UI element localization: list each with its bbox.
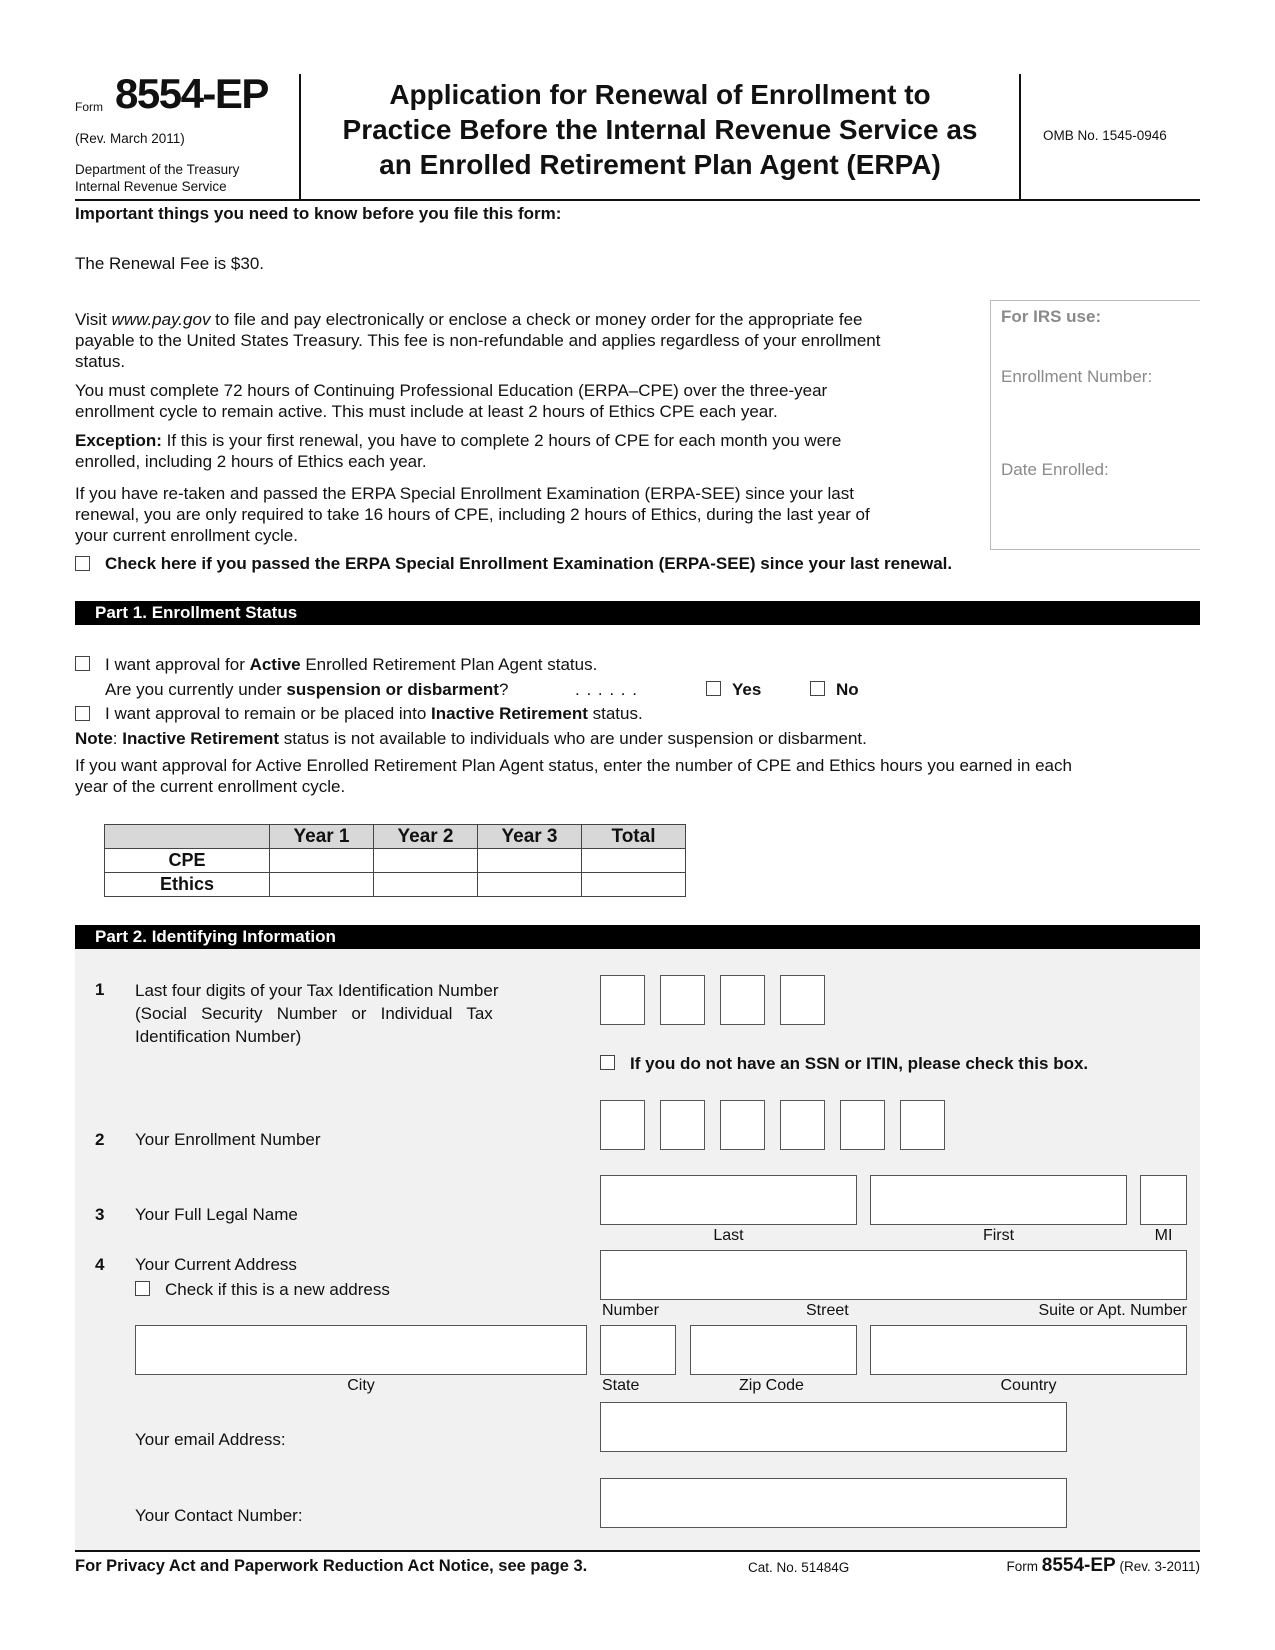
- irs-enrollment-number-label: Enrollment Number:: [1001, 367, 1153, 386]
- retaken-paragraph: [75, 483, 975, 546]
- item1-number: 1: [95, 980, 105, 999]
- active-post: Enrolled Retirement Plan Agent status.: [300, 655, 598, 674]
- inactive-bold: Inactive Retirement: [431, 704, 588, 723]
- catalog-number: Cat. No. 51484G: [748, 1560, 850, 1575]
- cpe-instr-line1: If you want approval for Active Enrolled Retirement Plan Agent status, enter the number of CPE and Ethics hours you earned in each: [75, 756, 1072, 775]
- middle-initial-label: MI: [1154, 1227, 1173, 1244]
- cpe-line1: You must complete 72 hours of Continuing Professional Education (ERPA–CPE) over the three-year: [75, 381, 828, 400]
- state-label: State: [602, 1377, 640, 1394]
- inactive-note: [75, 728, 867, 749]
- zip-code-input[interactable]: [690, 1325, 857, 1375]
- footer-rule: [75, 1550, 1200, 1552]
- form-title: [300, 77, 1020, 182]
- suspension-yes-checkbox[interactable]: [706, 681, 721, 696]
- form-word: Form: [75, 100, 103, 114]
- table-row-ethics: [105, 873, 686, 897]
- item1-line1: Last four digits of your Tax Identification Number: [135, 981, 499, 1000]
- renewal-fee: The Renewal Fee is $30.: [75, 254, 264, 273]
- cpe-year2-cell[interactable]: [374, 849, 478, 873]
- cpe-total-cell[interactable]: [582, 849, 686, 873]
- retaken-line1: If you have re-taken and passed the ERPA Special Enrollment Examination (ERPA-SEE) since your last: [75, 484, 854, 503]
- street-address-input[interactable]: [600, 1250, 1187, 1300]
- item4-number: 4: [95, 1255, 105, 1274]
- suspension-no-checkbox[interactable]: [810, 681, 825, 696]
- susp-pre: Are you currently under: [105, 680, 287, 699]
- exception-paragraph: [75, 430, 975, 472]
- item2-label: Your Enrollment Number: [135, 1130, 321, 1149]
- no-ssn-label: If you do not have an SSN or ITIN, please check this box.: [630, 1054, 1089, 1073]
- footer-rev: (Rev. 3-2011): [1115, 1559, 1200, 1574]
- last-name-label: Last: [713, 1227, 744, 1244]
- department-line2: Internal Revenue Service: [75, 179, 227, 194]
- ethics-year3-cell[interactable]: [478, 873, 582, 897]
- header-rule: [75, 199, 1200, 201]
- note-label: Note: [75, 729, 113, 748]
- visit-line1: to file and pay electronically or enclose a check or money order for the appropriate fee: [210, 310, 863, 329]
- row-label-ethics: Ethics: [105, 873, 270, 897]
- country-label: Country: [1000, 1377, 1057, 1394]
- inactive-status-label: [105, 703, 643, 724]
- part1-title: Part 1. Enrollment Status: [75, 601, 1200, 625]
- inactive-status-checkbox[interactable]: [75, 706, 90, 721]
- table-corner-cell: [105, 825, 270, 849]
- table-header-row: [105, 825, 686, 849]
- privacy-notice: For Privacy Act and Paperwork Reduction Act Notice, see page 3.: [75, 1557, 588, 1575]
- country-input[interactable]: [870, 1325, 1187, 1375]
- cpe-instr-line2: year of the current enrollment cycle.: [75, 777, 346, 796]
- table-header-year3: Year 3: [478, 825, 582, 849]
- irs-date-enrolled-label: Date Enrolled:: [1001, 460, 1109, 479]
- title-line2: Practice Before the Internal Revenue Service as: [342, 114, 978, 145]
- item2-number: 2: [95, 1130, 105, 1149]
- cpe-year1-cell[interactable]: [270, 849, 374, 873]
- note-colon: :: [112, 729, 123, 748]
- tin-digit-1-input[interactable]: [600, 975, 645, 1025]
- city-input[interactable]: [135, 1325, 587, 1375]
- first-name-label: First: [982, 1227, 1015, 1244]
- email-label: Your email Address:: [135, 1430, 286, 1449]
- part2-title: Part 2. Identifying Information: [75, 925, 1200, 949]
- footer-form-number: 8554-EP: [1041, 1555, 1116, 1576]
- enrollment-digit-1-input[interactable]: [600, 1100, 645, 1150]
- department-line1: Department of the Treasury: [75, 162, 240, 177]
- intro-heading: Important things you need to know before you file this form:: [75, 204, 562, 223]
- erpa-see-checkbox-label: Check here if you passed the ERPA Special Enrollment Examination (ERPA-SEE) since your last renewal.: [105, 554, 953, 573]
- no-ssn-checkbox[interactable]: [600, 1055, 615, 1070]
- form-number: 8554-EP: [115, 70, 268, 117]
- retaken-line2: renewal, you are only required to take 16 hours of CPE, including 2 hours of Ethics, during the last year of: [75, 505, 870, 524]
- item1-label: [135, 979, 555, 1048]
- enrollment-digit-4-input[interactable]: [780, 1100, 825, 1150]
- address-number-label: Number: [602, 1302, 659, 1319]
- exception-label: Exception:: [75, 431, 162, 450]
- irs-use-box: [990, 300, 1200, 550]
- new-address-checkbox[interactable]: [135, 1281, 150, 1296]
- enrollment-digit-2-input[interactable]: [660, 1100, 705, 1150]
- suspension-question: [105, 679, 508, 700]
- state-input[interactable]: [600, 1325, 676, 1375]
- footer-form-id: [990, 1555, 1200, 1577]
- tin-digit-2-input[interactable]: [660, 975, 705, 1025]
- visit-line3: status.: [75, 352, 126, 371]
- revision-date: (Rev. March 2011): [75, 131, 185, 146]
- active-status-checkbox[interactable]: [75, 656, 90, 671]
- table-row-cpe: [105, 849, 686, 873]
- cpe-line2: enrollment cycle to remain active. This must include at least 2 hours of Ethics CPE each year.: [75, 402, 778, 421]
- active-bold: Active: [249, 655, 301, 674]
- exception-line2: enrolled, including 2 hours of Ethics each year.: [75, 452, 427, 471]
- inactive-pre: I want approval to remain or be placed into: [105, 704, 432, 723]
- note-bold: Inactive Retirement: [122, 729, 280, 748]
- table-header-year1: Year 1: [270, 825, 374, 849]
- title-line3: an Enrolled Retirement Plan Agent (ERPA): [379, 149, 941, 180]
- zip-code-label: Zip Code: [739, 1377, 804, 1394]
- enrollment-digit-5-input[interactable]: [840, 1100, 885, 1150]
- erpa-see-checkbox[interactable]: [75, 556, 90, 571]
- visit-paragraph: [75, 309, 975, 372]
- suspension-yes-label: Yes: [732, 680, 762, 699]
- retaken-line3: your current enrollment cycle.: [75, 526, 298, 545]
- susp-post: ?: [498, 680, 509, 699]
- contact-number-label: Your Contact Number:: [135, 1506, 303, 1525]
- title-line1: Application for Renewal of Enrollment to: [389, 79, 931, 110]
- header-divider-right: [1019, 74, 1021, 199]
- cpe-instructions: [75, 755, 1205, 797]
- tin-digit-4-input[interactable]: [780, 975, 825, 1025]
- last-name-input[interactable]: [600, 1175, 857, 1225]
- row-label-cpe: CPE: [105, 849, 270, 873]
- note-rest: status is not available to individuals who are under suspension or disbarment.: [279, 729, 867, 748]
- new-address-label: Check if this is a new address: [165, 1280, 390, 1299]
- ethics-total-cell[interactable]: [582, 873, 686, 897]
- table-header-year2: Year 2: [374, 825, 478, 849]
- visit-prefix: Visit: [75, 310, 112, 329]
- exception-line1: If this is your first renewal, you have to complete 2 hours of CPE for each month you were: [161, 431, 842, 450]
- contact-number-input[interactable]: [600, 1478, 1067, 1528]
- item3-number: 3: [95, 1205, 105, 1224]
- item3-label: Your Full Legal Name: [135, 1205, 298, 1224]
- email-input[interactable]: [600, 1402, 1067, 1452]
- tin-digit-3-input[interactable]: [720, 975, 765, 1025]
- ethics-year1-cell[interactable]: [270, 873, 374, 897]
- active-pre: I want approval for: [105, 655, 250, 674]
- item1-line2: (Social Security Number or Individual Tax: [135, 1004, 493, 1023]
- leader-dots: . . . . . .: [575, 680, 638, 699]
- inactive-post: status.: [587, 704, 643, 723]
- item1-line3: Identification Number): [135, 1027, 302, 1046]
- visit-line2: payable to the United States Treasury. This fee is non-refundable and applies regardless of your enrollment: [75, 331, 881, 350]
- address-street-label: Street: [806, 1302, 849, 1319]
- ethics-year2-cell[interactable]: [374, 873, 478, 897]
- susp-bold: suspension or disbarment: [286, 680, 499, 699]
- address-suite-label: Suite or Apt. Number: [1038, 1302, 1187, 1319]
- irs-use-title: For IRS use:: [1001, 307, 1102, 326]
- suspension-no-label: No: [836, 680, 859, 699]
- cpe-hours-table: [104, 824, 686, 897]
- omb-number: OMB No. 1545-0946: [1043, 128, 1167, 143]
- footer-form-word: Form: [1006, 1559, 1042, 1574]
- first-name-input[interactable]: [870, 1175, 1127, 1225]
- table-header-total: Total: [582, 825, 686, 849]
- cpe-paragraph: [75, 380, 975, 422]
- city-label: City: [347, 1377, 375, 1394]
- enrollment-digit-3-input[interactable]: [720, 1100, 765, 1150]
- middle-initial-input[interactable]: [1140, 1175, 1187, 1225]
- item4-label: Your Current Address: [135, 1255, 297, 1274]
- active-status-label: [105, 654, 597, 675]
- enrollment-digit-6-input[interactable]: [900, 1100, 945, 1150]
- cpe-year3-cell[interactable]: [478, 849, 582, 873]
- pay-gov-link[interactable]: www.pay.gov: [111, 310, 211, 329]
